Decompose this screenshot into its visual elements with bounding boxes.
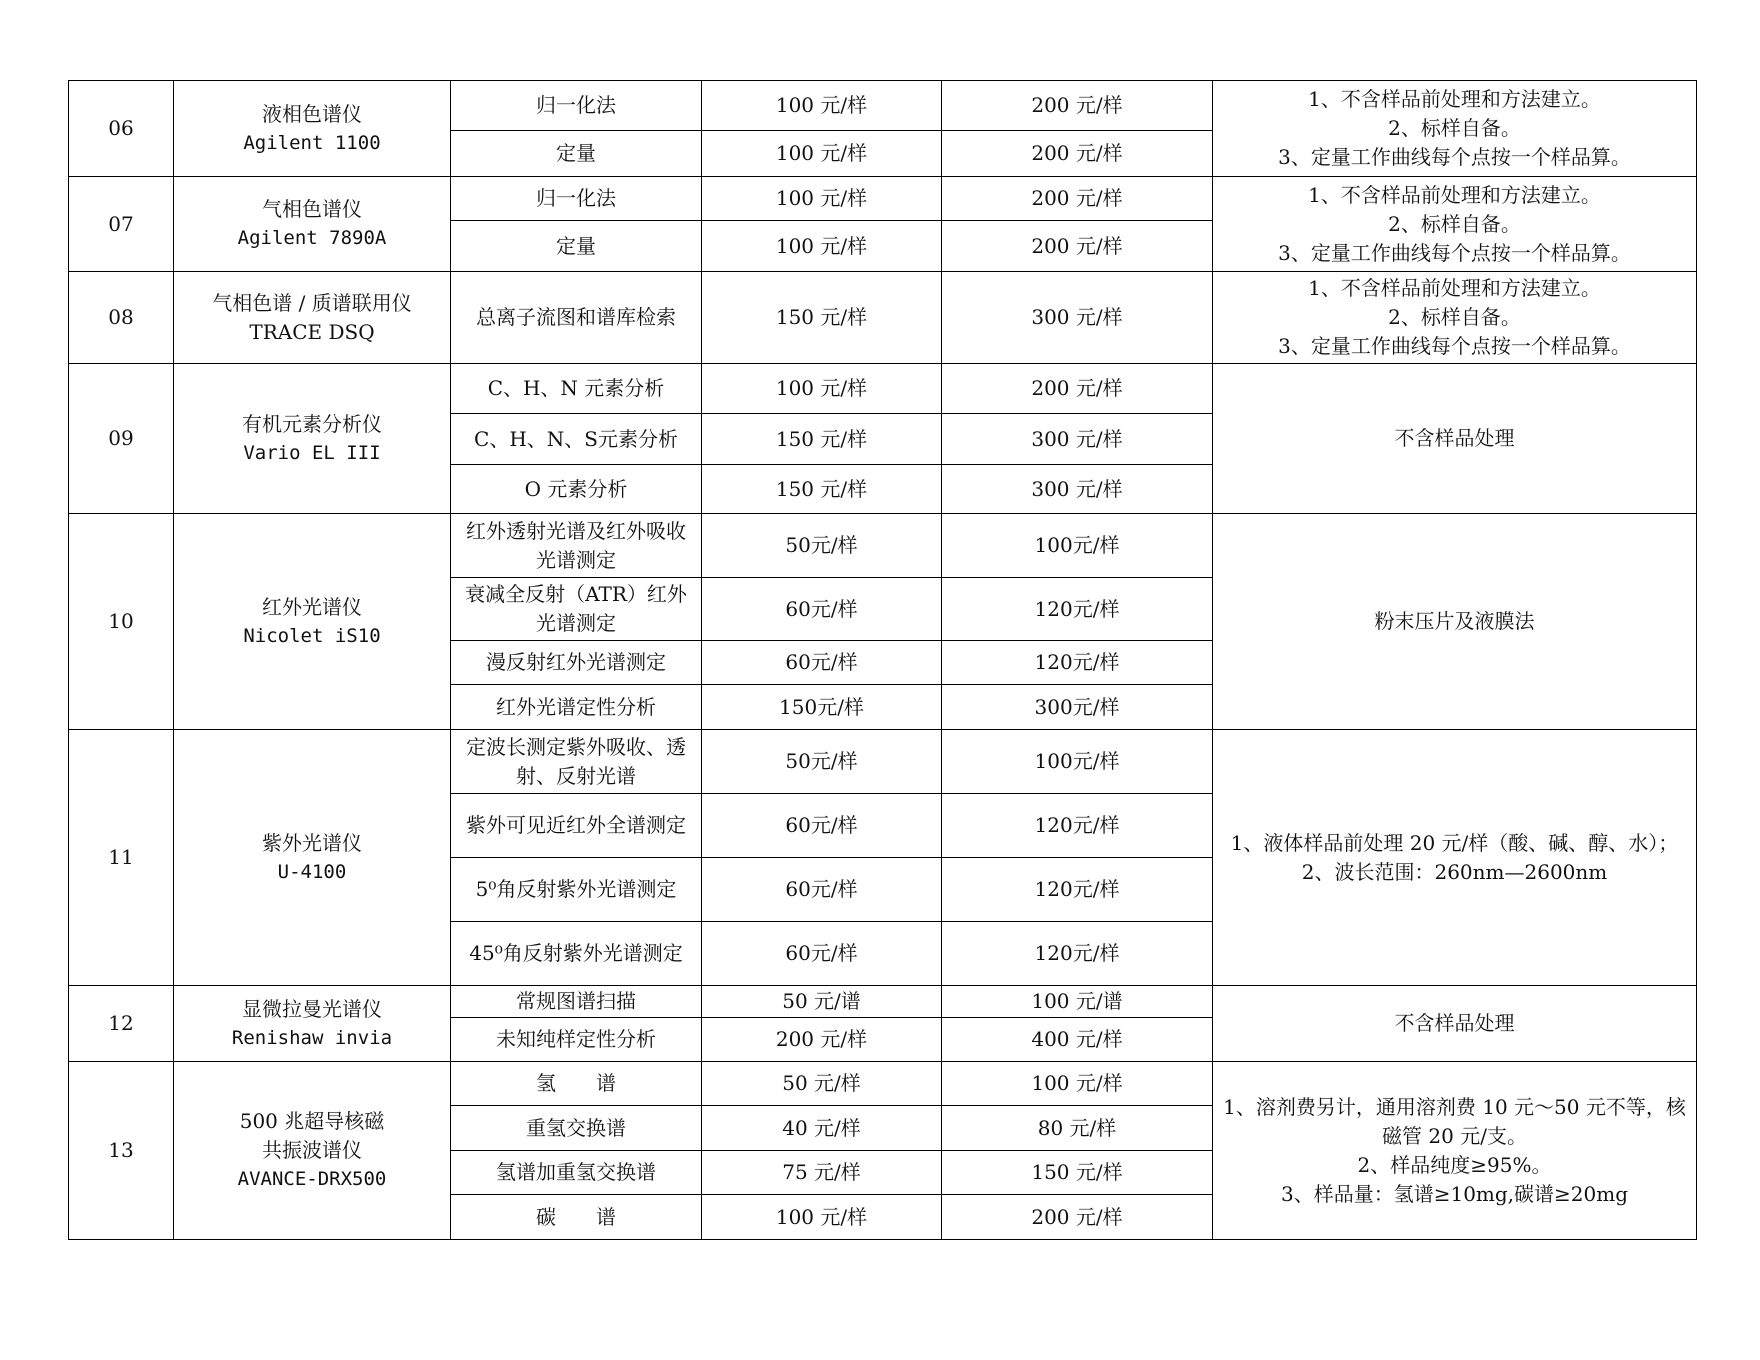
remark-line: 1、液体样品前处理 20 元/样（酸、碱、醇、水）； [1230,830,1679,855]
price-internal: 100 元/样 [702,131,942,177]
price-internal: 50元/样 [702,514,942,578]
remark-line: 3、定量工作曲线每个点按一个样品算。 [1278,145,1631,169]
test-item [451,730,702,794]
test-item-label: O 元素分析 [524,476,628,501]
test-item [451,465,702,514]
remark-line: 不含样品处理 [1394,426,1515,450]
test-item [451,81,702,131]
row-id: 10 [69,514,174,730]
price-internal: 100 元/样 [702,364,942,414]
remark-line: 1、溶剂费另计，通用溶剂费 10 元～50 元不等，核磁管 20 元/支。 [1223,1094,1686,1148]
test-item-label: 红外光谱定性分析 [496,694,656,719]
test-item-label: 定波长测定紫外吸收、透射、反射光谱 [466,734,686,788]
instrument-line: Renishaw invia [231,1026,393,1049]
instrument-line: 有机元素分析仪 [242,411,382,436]
test-item-label: 重氢交换谱 [526,1115,626,1140]
price-internal: 50元/样 [702,730,942,794]
instrument-line: Vario EL III [243,441,381,464]
instrument-line: Agilent 1100 [243,131,381,154]
test-item-label: 红外透射光谱及红外吸收光谱测定 [466,518,686,572]
test-item-label: 45⁰角反射紫外光谱测定 [469,941,683,965]
remarks-cell [1213,514,1697,730]
instrument-cell [174,730,451,986]
price-internal: 75 元/样 [702,1151,942,1195]
test-item [451,986,702,1018]
test-item-label: C、H、N 元素分析 [487,376,665,400]
test-item [451,364,702,414]
price-table [68,80,1697,1240]
test-item-label: 衰减全反射（ATR）红外光谱测定 [465,582,687,635]
remarks-cell [1213,177,1697,272]
price-internal: 100 元/样 [702,81,942,131]
instrument-cell [174,272,451,364]
instrument-cell [174,1062,451,1240]
remark-line: 不含样品处理 [1394,1011,1515,1035]
price-internal: 100 元/样 [702,177,942,221]
remark-line: 粉末压片及液膜法 [1374,609,1535,633]
remark-line: 3、定量工作曲线每个点按一个样品算。 [1278,240,1631,265]
price-external: 300 元/样 [942,465,1213,514]
test-item [451,1195,702,1240]
remark-line: 2、波长范围：260nm—2600nm [1301,859,1608,884]
price-external: 150 元/样 [942,1151,1213,1195]
price-external: 100元/样 [942,730,1213,794]
price-internal: 200 元/样 [702,1018,942,1062]
instrument-line: Agilent 7890A [237,227,387,249]
test-item [451,414,702,465]
price-external: 100 元/谱 [942,986,1213,1018]
price-external: 200 元/样 [942,131,1213,177]
remarks-cell [1213,730,1697,986]
price-internal: 150 元/样 [702,272,942,364]
remark-line: 1、不含样品前处理和方法建立。 [1308,87,1601,111]
test-item [451,221,702,272]
test-item [451,272,702,364]
test-item [451,1018,702,1062]
price-external: 100元/样 [942,514,1213,578]
row-id: 12 [69,986,174,1062]
remarks-cell [1213,986,1697,1062]
remark-line: 2、样品纯度≥95%。 [1357,1152,1552,1177]
table-row [69,364,1697,414]
instrument-cell [174,364,451,514]
test-item-label: 氢谱加重氢交换谱 [496,1160,656,1184]
row-id: 11 [69,730,174,986]
test-item-label: 漫反射红外光谱测定 [486,650,666,674]
instrument-line: 气相色谱 / 质谱联用仪 [212,290,412,315]
price-internal: 60元/样 [702,794,942,858]
test-item-label: 5⁰角反射紫外光谱测定 [475,877,677,901]
test-item-label: 归一化法 [536,93,616,117]
test-item [451,1151,702,1195]
remarks-cell [1213,272,1697,364]
test-item-label: 定量 [556,141,596,165]
instrument-cell [174,177,451,272]
price-external: 300 元/样 [942,272,1213,364]
price-external: 120元/样 [942,641,1213,685]
instrument-line: U-4100 [277,860,347,883]
price-external: 200 元/样 [942,177,1213,221]
price-internal: 50 元/样 [702,1062,942,1106]
test-item [451,641,702,685]
price-external: 300 元/样 [942,414,1213,465]
price-external: 80 元/样 [942,1106,1213,1151]
test-item-label: C、H、N、S元素分析 [474,426,678,451]
table-row [69,514,1697,578]
test-item [451,578,702,641]
test-item-label: 常规图谱扫描 [516,989,636,1013]
price-external: 200 元/样 [942,364,1213,414]
price-external: 200 元/样 [942,1195,1213,1240]
instrument-line: TRACE DSQ [249,319,375,344]
test-item [451,685,702,730]
table-row [69,730,1697,794]
price-internal: 60元/样 [702,578,942,641]
price-external: 100 元/样 [942,1062,1213,1106]
test-item [451,858,702,922]
price-internal: 60元/样 [702,858,942,922]
test-item-label: 归一化法 [536,186,616,210]
test-item [451,1106,702,1151]
price-external: 200 元/样 [942,221,1213,272]
remark-line: 2、标样自备。 [1388,116,1521,140]
remarks-cell [1213,1062,1697,1240]
instrument-line: 气相色谱仪 [262,197,362,221]
row-id: 13 [69,1062,174,1240]
test-item-label: 定量 [556,233,596,258]
table-row [69,177,1697,221]
instrument-line: 红外光谱仪 [262,594,362,619]
instrument-cell [174,986,451,1062]
test-item-label: 总离子流图和谱库检索 [476,305,676,329]
instrument-line: 紫外光谱仪 [262,830,362,855]
instrument-line: 液相色谱仪 [262,101,362,126]
test-item-label: 碳 谱 [536,1204,616,1229]
price-internal: 60元/样 [702,922,942,986]
price-external: 120元/样 [942,578,1213,641]
price-external: 120元/样 [942,922,1213,986]
instrument-line: 显微拉曼光谱仪 [242,996,382,1021]
remark-line: 3、样品量：氢谱≥10mg,碳谱≥20mg [1280,1181,1629,1206]
row-id: 08 [69,272,174,364]
test-item [451,794,702,858]
price-internal: 100 元/样 [702,1195,942,1240]
price-internal: 100 元/样 [702,221,942,272]
row-id: 06 [69,81,174,177]
table-row [69,81,1697,131]
test-item [451,1062,702,1106]
instrument-line: Nicolet iS10 [243,624,381,647]
price-external: 400 元/样 [942,1018,1213,1062]
table-row [69,986,1697,1018]
remark-line: 1、不含样品前处理和方法建立。 [1308,276,1601,300]
table-row [69,1062,1697,1106]
price-internal: 50 元/谱 [702,986,942,1018]
remark-line: 2、标样自备。 [1388,305,1521,329]
test-item [451,514,702,578]
price-external: 200 元/样 [942,81,1213,131]
price-internal: 150 元/样 [702,465,942,514]
table-row [69,272,1697,364]
remarks-cell [1213,81,1697,177]
row-id: 09 [69,364,174,514]
test-item [451,922,702,986]
instrument-line: 共振波谱仪 [262,1138,362,1162]
instrument-line: 500 兆超导核磁 [239,1109,385,1133]
price-internal: 150元/样 [702,685,942,730]
price-external: 300元/样 [942,685,1213,730]
test-item-label: 氢 谱 [536,1071,616,1095]
price-internal: 40 元/样 [702,1106,942,1151]
remarks-cell [1213,364,1697,514]
price-internal: 150 元/样 [702,414,942,465]
price-internal: 60元/样 [702,641,942,685]
remark-line: 1、不含样品前处理和方法建立。 [1308,182,1601,207]
row-id: 07 [69,177,174,272]
test-item [451,177,702,221]
instrument-line: AVANCE-DRX500 [237,1168,387,1190]
instrument-cell [174,514,451,730]
test-item-label: 未知纯样定性分析 [496,1027,656,1051]
test-item-label: 紫外可见近红外全谱测定 [466,813,686,837]
test-item [451,131,702,177]
remark-line: 3、定量工作曲线每个点按一个样品算。 [1278,334,1631,358]
price-external: 120元/样 [942,858,1213,922]
price-external: 120元/样 [942,794,1213,858]
instrument-cell [174,81,451,177]
remark-line: 2、标样自备。 [1388,211,1521,236]
